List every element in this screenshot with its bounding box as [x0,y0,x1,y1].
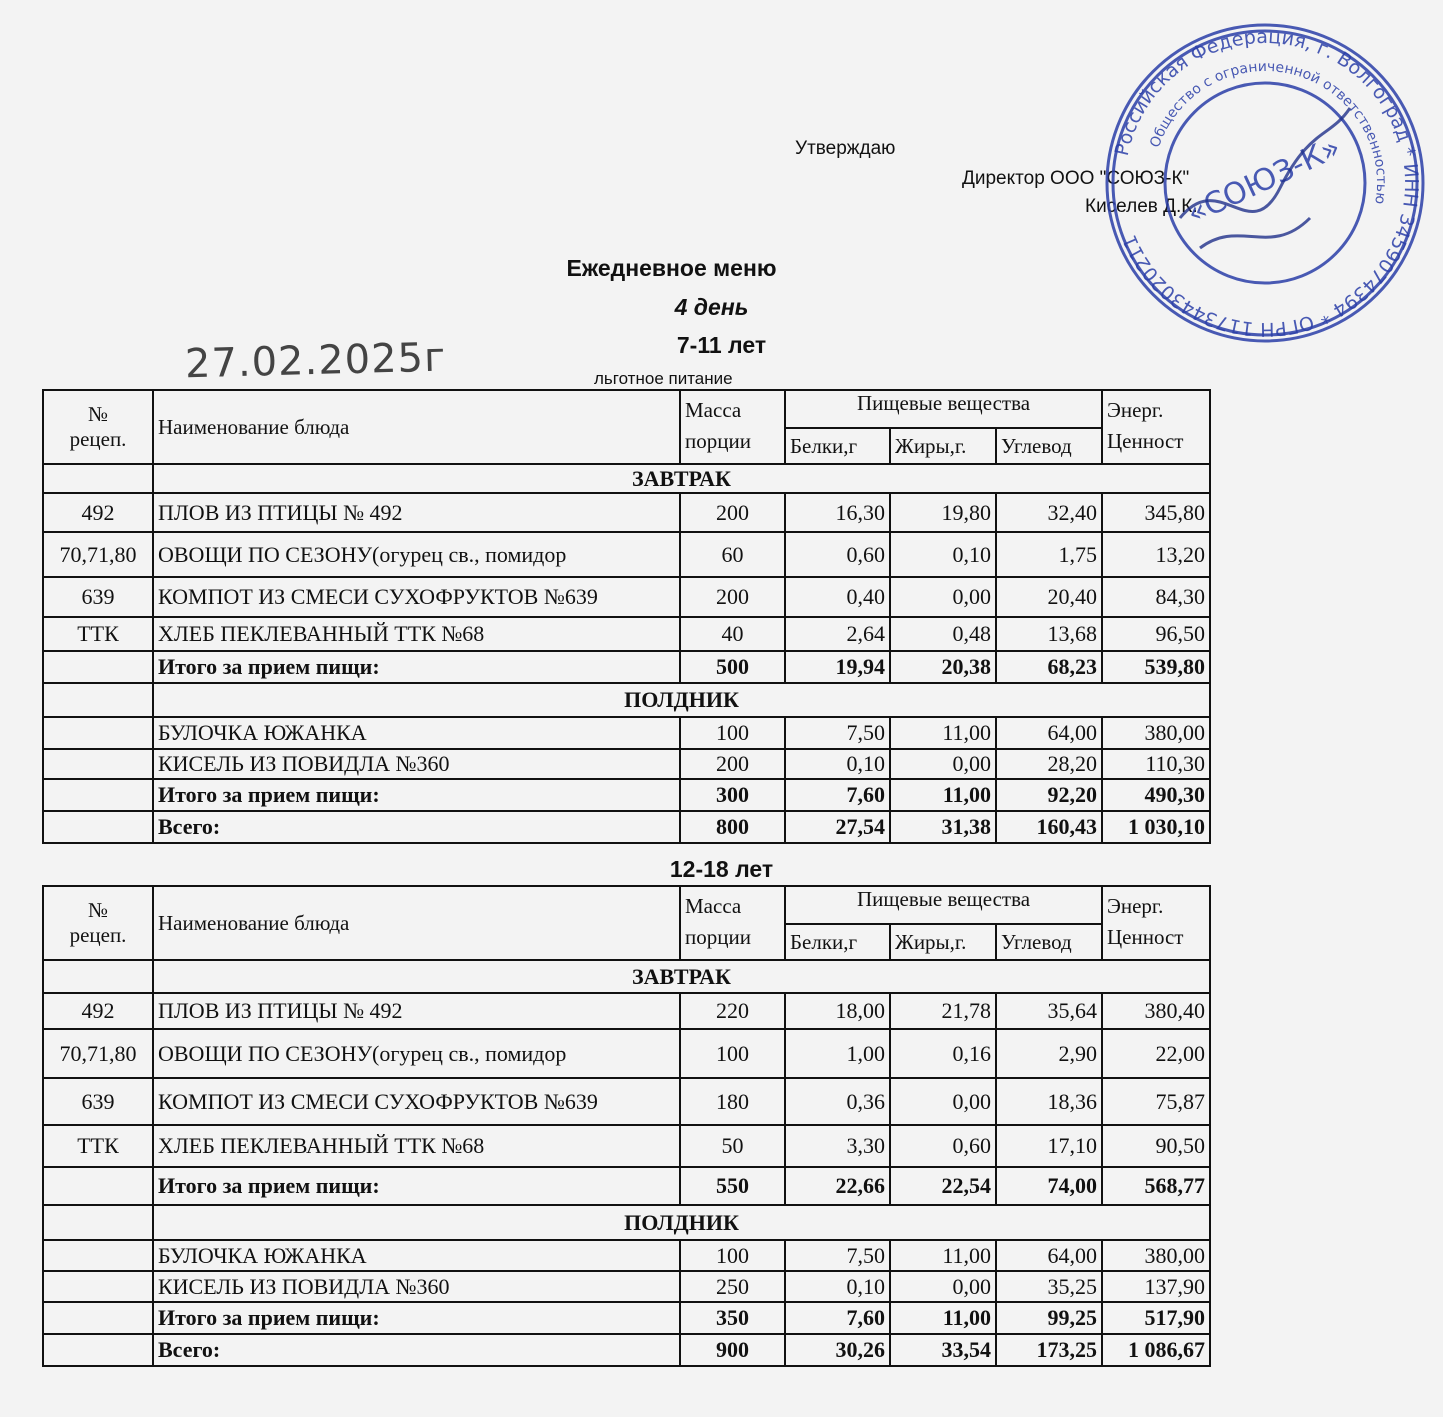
protein-value: 7,50 [785,1240,890,1271]
recipe-code: ТТК [43,1125,153,1167]
portion-mass: 500 [680,651,785,683]
protein-value: 27,54 [785,811,890,843]
fat-value: 0,00 [890,1271,996,1302]
total-label: Итого за прием пищи: [153,779,680,811]
age-group-title-1: 7-11 лет [676,332,767,358]
portion-mass: 250 [680,1271,785,1302]
fat-value: 33,54 [890,1334,996,1366]
section-code-cell [43,1205,153,1240]
header-dish-name: Наименование блюда [153,886,680,960]
dish-name: ХЛЕБ ПЕКЛЕВАННЫЙ ТТК №68 [153,1125,680,1167]
recipe-code [43,1271,153,1302]
recipe-code: 492 [43,993,153,1029]
header-mass [680,390,785,464]
header-recipe-no-line1: № [87,898,109,922]
fat-value: 19,80 [890,493,996,532]
recipe-code [43,811,153,843]
header-row [43,390,1210,428]
energy-value: 13,20 [1102,532,1210,577]
dish-name: ХЛЕБ ПЕКЛЕВАННЫЙ ТТК №68 [153,617,680,651]
fat-value: 0,60 [890,1125,996,1167]
energy-value: 345,80 [1102,493,1210,532]
dish-row [43,1271,1210,1302]
svg-text:Общество с ограниченной ответс: Общество с ограниченной ответственностью [1147,58,1390,206]
section-row [43,1205,1210,1240]
portion-mass: 100 [680,1029,785,1078]
dish-name: КОМПОТ ИЗ СМЕСИ СУХОФРУКТОВ №639 [153,577,680,617]
energy-value: 22,00 [1102,1029,1210,1078]
energy-value: 380,40 [1102,993,1210,1029]
energy-value: 539,80 [1102,651,1210,683]
svg-text:Российская Федерация, г. Волго: Российская Федерация, г. Волгоград * ИНН 3459074394 * ОГРН 1173443020211 [1110,25,1423,341]
total-label: Всего: [153,811,680,843]
protein-value: 0,60 [785,532,890,577]
total-row [43,779,1210,811]
portion-mass: 300 [680,779,785,811]
total-label: Итого за прием пищи: [153,651,680,683]
header-dish-name: Наименование блюда [153,390,680,464]
energy-value: 490,30 [1102,779,1210,811]
recipe-code: 639 [43,1078,153,1125]
recipe-code: 70,71,80 [43,532,153,577]
dish-name: ПЛОВ ИЗ ПТИЦЫ № 492 [153,993,680,1029]
dish-row [43,617,1210,651]
portion-mass: 100 [680,1240,785,1271]
dish-row [43,749,1210,779]
energy-value: 568,77 [1102,1167,1210,1205]
portion-mass: 50 [680,1125,785,1167]
section-code-cell [43,464,153,493]
protein-value: 7,60 [785,1302,890,1334]
protein-value: 22,66 [785,1167,890,1205]
header-mass [680,886,785,960]
portion-mass: 800 [680,811,785,843]
dish-row [43,577,1210,617]
recipe-code [43,749,153,779]
protein-value: 30,26 [785,1334,890,1366]
protein-value: 3,30 [785,1125,890,1167]
header-energy-line2: Ценност [1107,925,1184,949]
protein-value: 1,00 [785,1029,890,1078]
energy-value: 90,50 [1102,1125,1210,1167]
header-mass-line2: порции [685,925,751,949]
protein-value: 18,00 [785,993,890,1029]
approval-line-director: Директор ООО "СОЮЗ-К" [962,168,1190,189]
total-row [43,1302,1210,1334]
portion-mass: 200 [680,749,785,779]
header-recipe-no [43,390,153,464]
carbs-value: 17,10 [996,1125,1102,1167]
recipe-code [43,651,153,683]
carbs-value: 28,20 [996,749,1102,779]
dish-name: БУЛОЧКА ЮЖАНКА [153,1240,680,1271]
carbs-value: 92,20 [996,779,1102,811]
menu-table-12-18 [42,885,1211,1367]
protein-value: 0,10 [785,1271,890,1302]
recipe-code: ТТК [43,617,153,651]
carbs-value: 20,40 [996,577,1102,617]
svg-text:«СОЮЗ-К»: «СОЮЗ-К» [1181,130,1347,232]
header-row [43,886,1210,924]
dish-name: ОВОЩИ ПО СЕЗОНУ(огурец св., помидор [153,1029,680,1078]
protein-value: 7,60 [785,779,890,811]
header-fat: Жиры,г. [890,924,996,960]
header-energy-line1: Энерг. [1107,894,1164,918]
dish-name: КИСЕЛЬ ИЗ ПОВИДЛА №360 [153,749,680,779]
energy-value: 110,30 [1102,749,1210,779]
dish-row [43,493,1210,532]
total-label: Итого за прием пищи: [153,1167,680,1205]
handwritten-date: 27.02.2025г [184,334,447,388]
dish-row [43,717,1210,749]
dish-row [43,1240,1210,1271]
portion-mass: 200 [680,493,785,532]
protein-value: 2,64 [785,617,890,651]
document-title: Ежедневное меню [566,255,777,281]
section-label: ЗАВТРАК [153,960,1210,993]
recipe-code: 70,71,80 [43,1029,153,1078]
protein-value: 0,36 [785,1078,890,1125]
carbs-value: 68,23 [996,651,1102,683]
carbs-value: 1,75 [996,532,1102,577]
section-label: ЗАВТРАК [153,464,1210,493]
protein-value: 0,40 [785,577,890,617]
total-label: Всего: [153,1334,680,1366]
header-protein: Белки,г [785,428,890,464]
energy-value: 380,00 [1102,717,1210,749]
recipe-code [43,1302,153,1334]
recipe-code [43,1167,153,1205]
carbs-value: 64,00 [996,717,1102,749]
section-code-cell [43,683,153,717]
recipe-code: 492 [43,493,153,532]
age-group-title-2: 12-18 лет [669,856,774,882]
carbs-value: 173,25 [996,1334,1102,1366]
carbs-value: 74,00 [996,1167,1102,1205]
carbs-value: 160,43 [996,811,1102,843]
fat-value: 0,00 [890,577,996,617]
portion-mass: 200 [680,577,785,617]
protein-value: 16,30 [785,493,890,532]
header-energy-line2: Ценност [1107,429,1184,453]
fat-value: 0,10 [890,532,996,577]
header-carbs: Углевод [996,924,1102,960]
fat-value: 11,00 [890,1302,996,1334]
energy-value: 517,90 [1102,1302,1210,1334]
recipe-code [43,717,153,749]
header-mass-line1: Масса [685,398,742,422]
dish-row [43,1078,1210,1125]
section-label: ПОЛДНИК [153,683,1210,717]
section-label: ПОЛДНИК [153,1205,1210,1240]
fat-value: 20,38 [890,651,996,683]
total-row [43,811,1210,843]
portion-mass: 220 [680,993,785,1029]
menu-day: 4 день [674,294,749,320]
dish-row [43,993,1210,1029]
header-recipe-no-line2: рецеп. [69,923,127,947]
header-energy [1102,886,1210,960]
carbs-value: 2,90 [996,1029,1102,1078]
section-row [43,464,1210,493]
energy-value: 1 086,67 [1102,1334,1210,1366]
total-row [43,1167,1210,1205]
carbs-value: 32,40 [996,493,1102,532]
dish-name: БУЛОЧКА ЮЖАНКА [153,717,680,749]
portion-mass: 40 [680,617,785,651]
header-recipe-no-line1: № [87,402,109,426]
fat-value: 11,00 [890,779,996,811]
recipe-code: 639 [43,577,153,617]
dish-name: КИСЕЛЬ ИЗ ПОВИДЛА №360 [153,1271,680,1302]
carbs-value: 99,25 [996,1302,1102,1334]
menu-table-7-11 [42,389,1211,844]
header-fat: Жиры,г. [890,428,996,464]
fat-value: 31,38 [890,811,996,843]
portion-mass: 900 [680,1334,785,1366]
energy-value: 84,30 [1102,577,1210,617]
header-mass-line1: Масса [685,894,742,918]
dish-name: ОВОЩИ ПО СЕЗОНУ(огурец св., помидор [153,532,680,577]
dish-name: ПЛОВ ИЗ ПТИЦЫ № 492 [153,493,680,532]
dish-row [43,1029,1210,1078]
recipe-code [43,779,153,811]
energy-value: 380,00 [1102,1240,1210,1271]
section-row [43,683,1210,717]
energy-value: 96,50 [1102,617,1210,651]
dish-row [43,1125,1210,1167]
fat-value: 0,16 [890,1029,996,1078]
carbs-value: 35,25 [996,1271,1102,1302]
header-carbs: Углевод [996,428,1102,464]
benefit-label: льготное питание [594,369,733,388]
portion-mass: 550 [680,1167,785,1205]
section-row [43,960,1210,993]
header-mass-line2: порции [685,429,751,453]
energy-value: 75,87 [1102,1078,1210,1125]
recipe-code [43,1240,153,1271]
protein-value: 0,10 [785,749,890,779]
approval-line-name: Киселев Д.К. [1085,196,1198,217]
header-nutrients: Пищевые вещества [785,390,1102,428]
section-code-cell [43,960,153,993]
total-row [43,651,1210,683]
fat-value: 0,00 [890,1078,996,1125]
fat-value: 0,48 [890,617,996,651]
fat-value: 11,00 [890,717,996,749]
header-energy-line1: Энерг. [1107,398,1164,422]
fat-value: 22,54 [890,1167,996,1205]
portion-mass: 350 [680,1302,785,1334]
total-label: Итого за прием пищи: [153,1302,680,1334]
header-energy [1102,390,1210,464]
carbs-value: 18,36 [996,1078,1102,1125]
portion-mass: 60 [680,532,785,577]
energy-value: 1 030,10 [1102,811,1210,843]
header-recipe-no [43,886,153,960]
fat-value: 11,00 [890,1240,996,1271]
fat-value: 21,78 [890,993,996,1029]
recipe-code [43,1334,153,1366]
portion-mass: 100 [680,717,785,749]
header-nutrients: Пищевые вещества [785,886,1102,924]
fat-value: 0,00 [890,749,996,779]
header-recipe-no-line2: рецеп. [69,427,127,451]
carbs-value: 64,00 [996,1240,1102,1271]
protein-value: 19,94 [785,651,890,683]
carbs-value: 35,64 [996,993,1102,1029]
portion-mass: 180 [680,1078,785,1125]
total-row [43,1334,1210,1366]
header-protein: Белки,г [785,924,890,960]
carbs-value: 13,68 [996,617,1102,651]
approval-line-approve: Утверждаю [795,138,896,159]
dish-row [43,532,1210,577]
energy-value: 137,90 [1102,1271,1210,1302]
dish-name: КОМПОТ ИЗ СМЕСИ СУХОФРУКТОВ №639 [153,1078,680,1125]
protein-value: 7,50 [785,717,890,749]
